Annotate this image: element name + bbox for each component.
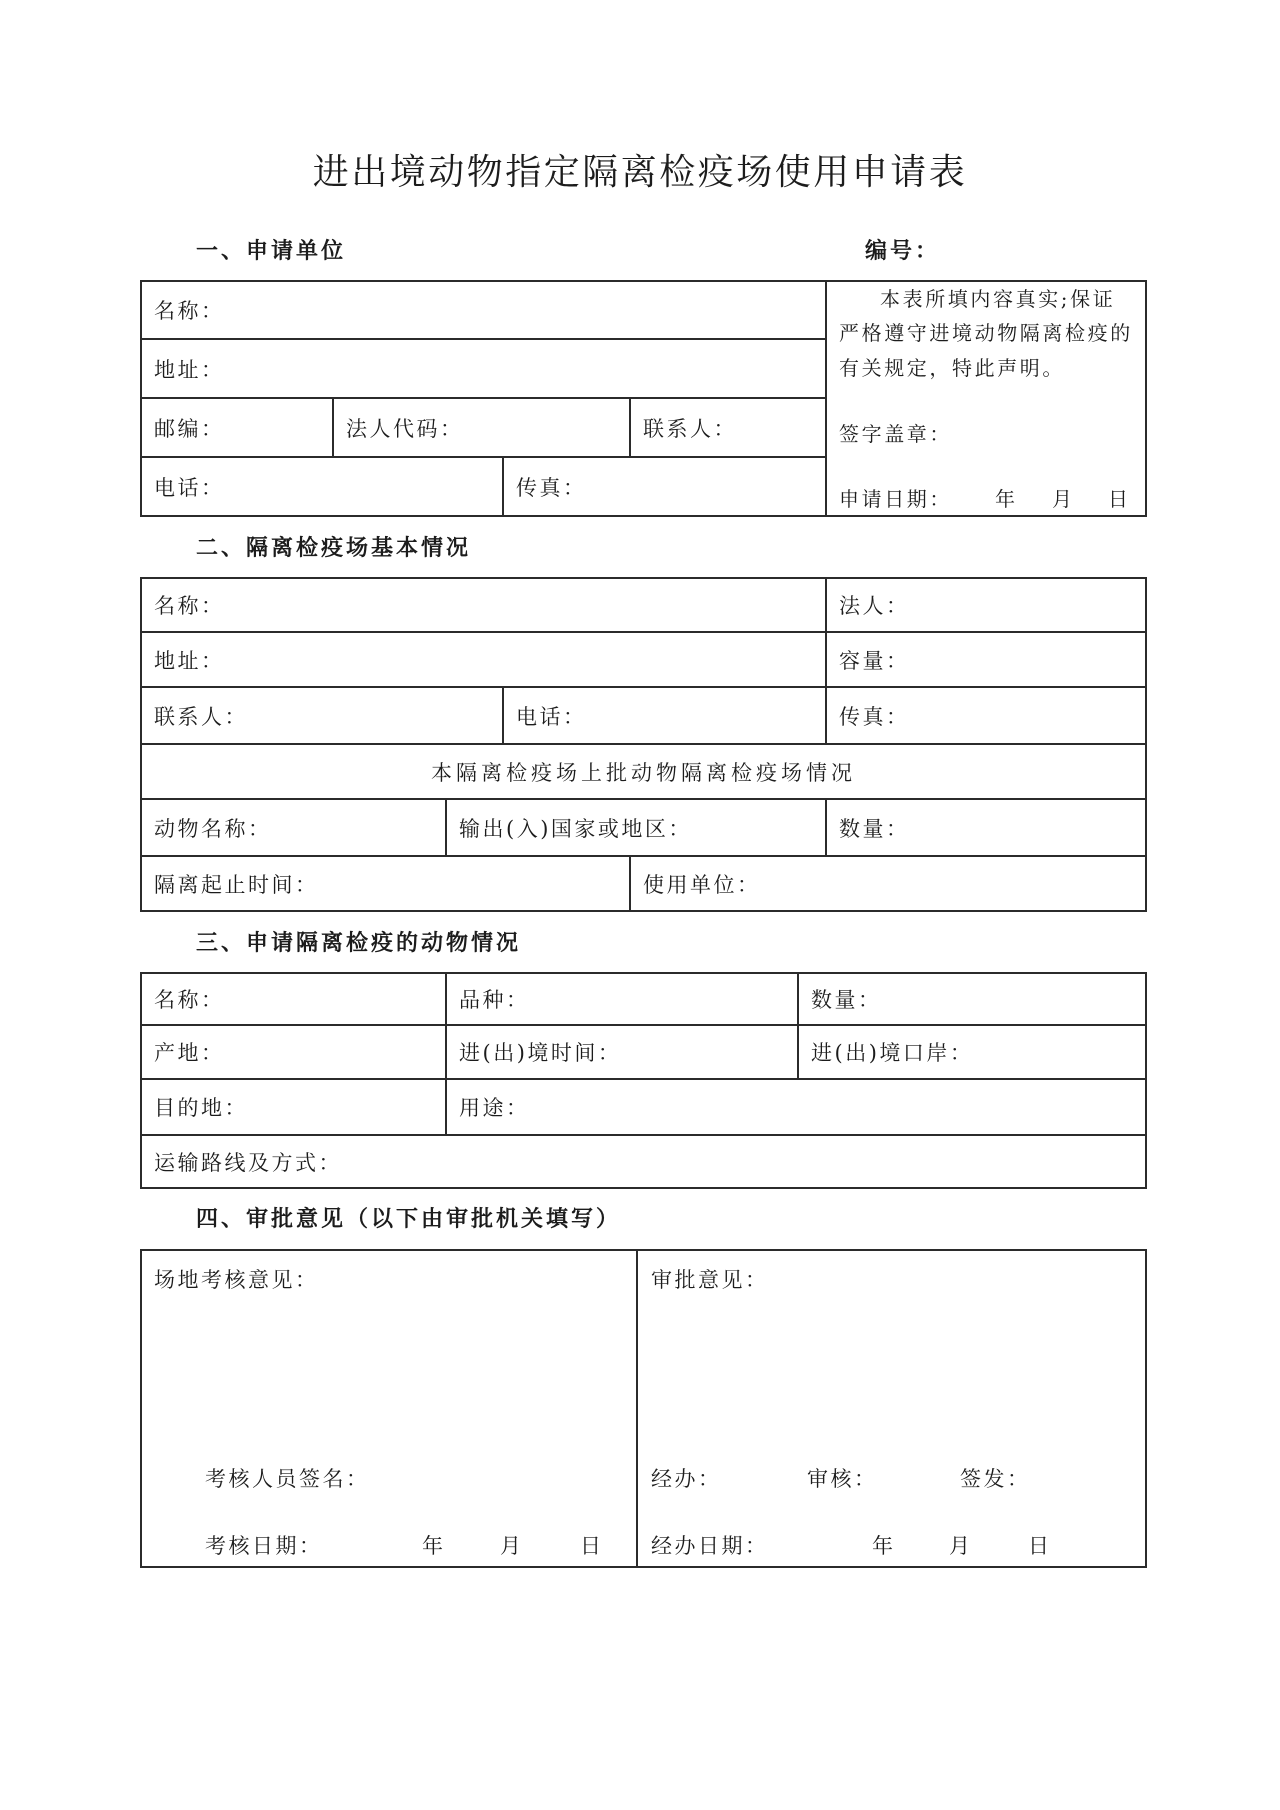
site-legal-person-cell <box>827 579 1145 633</box>
user-unit-cell <box>631 857 1145 910</box>
application-date-day: 日 <box>1108 487 1131 511</box>
approval-opinion-label: 审批意见： <box>651 1268 769 1292</box>
previous-batch-title: 本隔离检疫场上批动物隔离检疫场情况 <box>431 760 856 785</box>
animal-origin-label: 产地： <box>154 1041 225 1065</box>
animal-name-label: 名称： <box>154 988 225 1012</box>
applicant-legal-code-cell <box>334 399 631 458</box>
animal-origin-cell <box>142 1026 447 1080</box>
animal-name-cell <box>142 974 447 1026</box>
user-unit-label: 使用单位： <box>643 872 761 897</box>
application-date-label: 申请日期： <box>839 487 952 511</box>
site-name-cell <box>142 579 827 633</box>
site-fax-cell <box>827 688 1145 745</box>
issuer-label: 签发： <box>960 1467 1031 1491</box>
isolation-period-label: 隔离起止时间： <box>154 872 319 897</box>
serial-number-label: 编号： <box>865 238 941 264</box>
site-capacity-cell <box>827 633 1145 688</box>
applicant-legal-code-label: 法人代码： <box>346 416 464 441</box>
applicant-address-cell <box>142 340 827 399</box>
destination-cell <box>142 1080 447 1136</box>
site-name-label: 名称： <box>154 594 225 618</box>
previous-quantity-cell <box>827 800 1145 857</box>
entry-exit-time-label: 进(出)境时间： <box>459 1041 622 1065</box>
applicant-contact-label: 联系人： <box>643 416 737 441</box>
application-date-year: 年 <box>995 487 1018 511</box>
entry-exit-port-label: 进(出)境口岸： <box>811 1041 974 1065</box>
entry-exit-time-cell <box>447 1026 799 1080</box>
application-date-month: 月 <box>1052 487 1075 511</box>
approval-opinion-cell <box>638 1251 1145 1566</box>
section-approval-heading: 四、审批意见（以下由审批机关填写） <box>196 1206 622 1232</box>
form-title: 进出境动物指定隔离检疫场使用申请表 <box>312 152 968 193</box>
animals-table <box>140 972 1147 1189</box>
purpose-label: 用途： <box>459 1096 530 1120</box>
reviewer-signature-label: 考核人员签名： <box>205 1467 370 1491</box>
review-date-month: 月 <box>500 1534 524 1558</box>
applicant-name-cell <box>142 282 827 340</box>
site-address-cell <box>142 633 827 688</box>
applicant-name-label: 名称： <box>154 299 225 323</box>
declaration-cell <box>827 282 1145 515</box>
site-contact-cell <box>142 688 504 745</box>
site-address-label: 地址： <box>154 648 225 673</box>
handling-date-day: 日 <box>1028 1534 1052 1558</box>
declaration-line-2: 严格遵守进境动物隔离检疫的 <box>839 321 1133 345</box>
handling-date-label: 经办日期： <box>651 1534 769 1558</box>
animal-breed-label: 品种： <box>459 988 530 1012</box>
entry-exit-port-cell <box>799 1026 1145 1080</box>
checker-label: 审核： <box>807 1467 878 1491</box>
transport-cell <box>142 1136 1145 1187</box>
section-site-heading: 二、隔离检疫场基本情况 <box>196 535 472 561</box>
previous-country-label: 输出(入)国家或地区： <box>459 816 692 841</box>
animal-breed-cell <box>447 974 799 1026</box>
handling-date-year: 年 <box>872 1534 896 1558</box>
review-date-year: 年 <box>422 1534 446 1558</box>
previous-quantity-label: 数量： <box>839 816 910 841</box>
site-phone-cell <box>504 688 827 745</box>
section-animals-heading: 三、申请隔离检疫的动物情况 <box>196 930 522 956</box>
site-contact-label: 联系人： <box>154 704 248 729</box>
animal-quantity-label: 数量： <box>811 988 882 1012</box>
previous-country-cell <box>447 800 827 857</box>
previous-batch-title-cell <box>142 745 1145 800</box>
applicant-address-label: 地址： <box>154 357 225 382</box>
site-review-label: 场地考核意见： <box>154 1268 319 1292</box>
handling-date-month: 月 <box>949 1534 973 1558</box>
signature-seal-label: 签字盖章： <box>839 422 952 446</box>
previous-animal-name-cell <box>142 800 447 857</box>
declaration-line-1: 本表所填内容真实;保证 <box>880 287 1116 311</box>
section-applicant-heading: 一、申请单位 <box>196 238 347 264</box>
previous-animal-name-label: 动物名称： <box>154 816 272 841</box>
declaration-line-3: 有关规定，特此声明。 <box>839 356 1065 380</box>
applicant-fax-label: 传真： <box>516 475 587 500</box>
site-fax-label: 传真： <box>839 704 910 729</box>
applicant-phone-cell <box>142 458 504 515</box>
applicant-table <box>140 280 1147 517</box>
applicant-phone-label: 电话： <box>154 475 225 500</box>
applicant-postcode-label: 邮编： <box>154 416 225 441</box>
handler-label: 经办： <box>651 1467 722 1491</box>
site-phone-label: 电话： <box>516 704 587 729</box>
site-review-cell <box>142 1251 638 1566</box>
approval-table <box>140 1249 1147 1568</box>
destination-label: 目的地： <box>154 1096 248 1120</box>
site-table <box>140 577 1147 912</box>
site-legal-person-label: 法人： <box>839 594 910 618</box>
isolation-period-cell <box>142 857 631 910</box>
review-date-day: 日 <box>580 1534 604 1558</box>
applicant-postcode-cell <box>142 399 334 458</box>
transport-label: 运输路线及方式： <box>154 1150 342 1175</box>
purpose-cell <box>447 1080 1145 1136</box>
review-date-label: 考核日期： <box>205 1534 323 1558</box>
applicant-contact-cell <box>631 399 827 458</box>
applicant-fax-cell <box>504 458 827 515</box>
site-capacity-label: 容量： <box>839 648 910 673</box>
animal-quantity-cell <box>799 974 1145 1026</box>
